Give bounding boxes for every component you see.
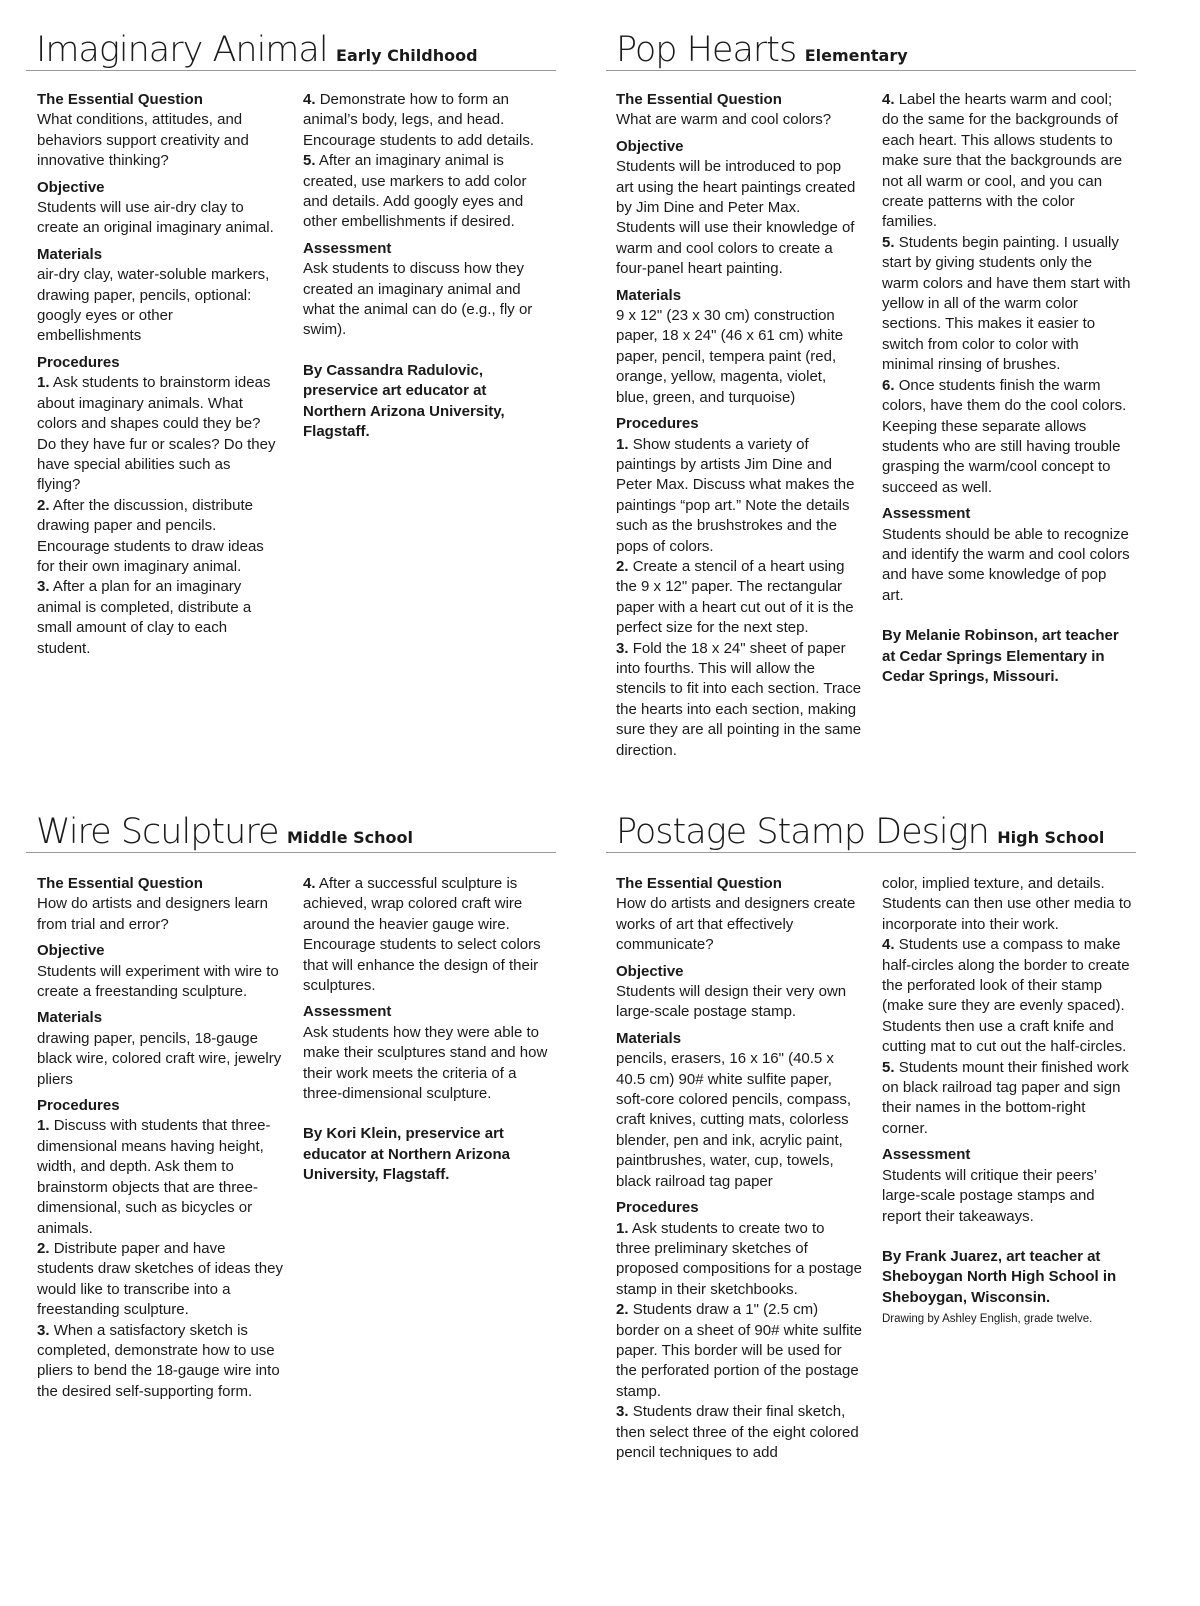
procedure-step	[616, 1300, 862, 1402]
assessment-text: Students will critique their peers’ large-scale postage stamps and report their takeaways.	[882, 1166, 1097, 1225]
lesson-title: Postage Stamp Design	[616, 812, 989, 852]
assessment-text: Students should be able to recognize and identify the warm and cool colors and have some knowledge of pop art.	[882, 525, 1130, 604]
lesson-title-row	[26, 812, 556, 853]
step-text: Students draw a 1" (2.5 cm) border on a sheet of 90# white sulfite paper. This border will be used for the perforated portion of the postage stamp.	[616, 1301, 862, 1400]
lesson-wire-sculpture	[26, 812, 556, 1492]
step-number: 5.	[882, 233, 895, 251]
step-number: 2.	[37, 496, 50, 514]
step-number: 4.	[882, 91, 895, 108]
lesson-column-left	[616, 874, 862, 1463]
step-text: Ask students to brainstorm ideas about imaginary animals. What colors and shapes could they be? Do they have fur or scales? Do they have special abilities such as flying?	[37, 374, 276, 494]
step-number: 2.	[616, 1301, 629, 1319]
lesson-postage-stamp-design	[606, 812, 1136, 1512]
step-number: 6.	[882, 376, 895, 394]
step-text: Fold the 18 x 24" sheet of paper into fourths. This will allow the stencils to fit into each section. Trace the hearts into each section, making sure they are all pointing in the same direction.	[616, 639, 862, 759]
grade-level-label: Middle School	[286, 828, 414, 847]
step-number: 1.	[37, 1117, 50, 1135]
objective-heading: Objective	[37, 178, 105, 196]
procedure-step	[37, 373, 277, 495]
grade-level-label: Early Childhood	[336, 46, 478, 65]
procedure-step	[882, 90, 1132, 233]
step-text: Distribute paper and have students draw sketches of ideas they would like to transcribe into a freestanding sculpture.	[37, 1239, 283, 1319]
step-number: 3.	[616, 639, 629, 657]
author-byline: By Cassandra Radulovic, preservice art educator at Northern Arizona University, Flagstaff.	[303, 361, 505, 441]
objective-text: Students will experiment with wire to create a freestanding sculpture.	[37, 962, 279, 1001]
step-text: After the discussion, distribute drawing paper and pencils. Encourage students to draw ideas for their own imaginary animal.	[37, 496, 264, 575]
materials-heading: Materials	[616, 286, 682, 304]
step-text: Students mount their finished work on black railroad tag paper and sign their names in the bottom-right corner.	[882, 1058, 1129, 1137]
procedure-step	[616, 557, 862, 639]
step-number: 2.	[37, 1239, 50, 1257]
assessment-text: Ask students how they were able to make their sculptures stand and how their work meets the criteria of a three-dimensional sculpture.	[303, 1023, 548, 1103]
materials-heading: Materials	[37, 1009, 103, 1027]
procedures-heading: Procedures	[37, 1097, 120, 1115]
step-number: 2.	[616, 557, 629, 575]
objective-heading: Objective	[37, 942, 105, 960]
author-byline: By Melanie Robinson, art teacher at Cedar Springs Elementary in Cedar Springs, Missouri.	[882, 627, 1119, 685]
objective-heading: Objective	[616, 962, 684, 980]
procedures-heading: Procedures	[37, 353, 120, 371]
assessment-heading: Assessment	[303, 1003, 392, 1021]
step-text: After a plan for an imaginary animal is completed, distribute a small amount of clay to each student.	[37, 578, 252, 657]
step-text: Students use a compass to make half-circles along the border to create the perforated look of their stamp (make sure they are evenly spaced). Students then use a craft knife and cutting mat to cut out the half-circles.	[882, 936, 1130, 1056]
step-number: 1.	[616, 435, 629, 453]
objective-heading: Objective	[616, 137, 684, 155]
essential-question-heading: The Essential Question	[616, 91, 782, 108]
procedure-step	[882, 935, 1132, 1057]
step-text: Show students a variety of paintings by artists Jim Dine and Peter Max. Discuss what makes the paintings “pop art.” Note the details such as the brushstrokes and the pops of colors.	[616, 435, 855, 555]
step-number: 5.	[882, 1058, 895, 1076]
procedure-step	[303, 90, 551, 151]
lesson-title-row	[606, 812, 1136, 853]
procedure-step	[616, 1402, 862, 1463]
procedures-heading: Procedures	[616, 1199, 699, 1217]
essential-question-heading: The Essential Question	[37, 875, 203, 892]
procedure-step	[303, 151, 551, 233]
materials-text: pencils, erasers, 16 x 16" (40.5 x 40.5 cm) 90# white sulfite paper, soft-core colored pencils, compass, craft knives, cutting mats, colorless blender, pen and ink, acrylic paint, paintbrushes, water, cup, towels, black railroad tag paper	[616, 1050, 852, 1190]
lesson-title: Imaginary Animal	[36, 30, 328, 70]
lesson-column-left	[616, 90, 862, 761]
essential-question-heading: The Essential Question	[616, 875, 782, 892]
procedure-step	[616, 639, 862, 761]
lesson-column-left	[37, 90, 277, 659]
materials-heading: Materials	[616, 1029, 682, 1047]
procedure-step	[616, 435, 862, 557]
procedures-heading: Procedures	[616, 415, 699, 433]
lesson-imaginary-animal	[26, 30, 556, 710]
assessment-heading: Assessment	[882, 505, 971, 523]
step-text: Students draw their final sketch, then select three of the eight colored pencil techniques to add	[616, 1403, 859, 1461]
assessment-heading: Assessment	[303, 239, 392, 257]
lesson-column-left	[37, 874, 283, 1402]
procedure-step	[616, 1219, 862, 1301]
step-text: After a successful sculpture is achieved, wrap colored craft wire around the heavier gauge wire. Encourage students to select colors that will enhance the design of their sculptures.	[303, 875, 541, 995]
essential-question-text: How do artists and designers learn from trial and error?	[37, 895, 268, 933]
assessment-text: Ask students to discuss how they created an imaginary animal and what the animal can do (e.g., fly or swim).	[303, 260, 533, 339]
procedure-step	[37, 1321, 283, 1403]
objective-text: Students will design their very own large-scale postage stamp.	[616, 983, 847, 1021]
grade-level-label: High School	[997, 828, 1105, 847]
step-number: 4.	[882, 936, 895, 954]
image-credit: Drawing by Ashley English, grade twelve.	[882, 1313, 1093, 1326]
essential-question-text: How do artists and designers create works of art that effectively communicate?	[616, 895, 856, 954]
materials-heading: Materials	[37, 245, 103, 263]
step-number: 4.	[303, 875, 316, 892]
step-number: 3.	[616, 1403, 629, 1421]
essential-question-text: What are warm and cool colors?	[616, 111, 832, 129]
procedure-step	[37, 1116, 283, 1238]
materials-text: 9 x 12" (23 x 30 cm) construction paper, 18 x 24" (46 x 61 cm) white paper, pencil, tempera paint (red, orange, yellow, magenta, violet, blue, green, and turquoise)	[616, 307, 844, 406]
step-text: Create a stencil of a heart using the 9 x 12" paper. The rectangular paper with a heart cut out of it is the perfect size for the next step.	[616, 557, 854, 637]
step-text: Demonstrate how to form an animal’s body, legs, and head. Encourage students to add details.	[303, 91, 534, 149]
objective-text: Students will use air-dry clay to create an original imaginary animal.	[37, 199, 274, 237]
step-text: Discuss with students that three-dimensional means having height, width, and depth. Ask them to brainstorm objects that are three-dimensional, such as bicycles or animals.	[37, 1117, 271, 1237]
objective-text: Students will be introduced to pop art using the heart paintings created by Jim Dine and Peter Max. Students will use their knowledge of warm and cool colors to create a four-panel heart painting.	[616, 158, 856, 278]
step-text: Label the hearts warm and cool; do the same for the backgrounds of each heart. This allows students to make sure that the backgrounds are not all warm or cool, and you can create patterns with the color families.	[882, 91, 1123, 231]
lesson-title: Wire Sculpture	[36, 812, 279, 852]
procedure-step	[882, 376, 1132, 498]
step-text: After an imaginary animal is created, use markers to add color and details. Add googly eyes and other embellishments if desired.	[303, 152, 527, 231]
lesson-pop-hearts	[606, 30, 1136, 780]
step-number: 3.	[37, 578, 50, 596]
procedure-step	[303, 874, 553, 996]
lesson-title: Pop Hearts	[616, 30, 797, 70]
step-number: 1.	[616, 1219, 629, 1237]
step-number: 4.	[303, 91, 316, 108]
step-number: 1.	[37, 374, 50, 392]
procedure-step	[37, 1239, 283, 1321]
step-text: When a satisfactory sketch is completed, demonstrate how to use pliers to bend the 18-gauge wire into the desired self-supporting form.	[37, 1321, 280, 1400]
lesson-column-right	[882, 90, 1132, 687]
essential-question-heading: The Essential Question	[37, 91, 203, 108]
grade-level-label: Elementary	[804, 46, 908, 65]
materials-text: drawing paper, pencils, 18-gauge black wire, colored craft wire, jewelry pliers	[37, 1029, 282, 1088]
lesson-title-row	[26, 30, 556, 71]
lesson-column-right	[303, 874, 553, 1186]
procedure-step	[882, 1058, 1132, 1140]
lesson-column-right	[882, 874, 1132, 1328]
materials-text: air-dry clay, water-soluble markers, drawing paper, pencils, optional: googly eyes or other embellishments	[37, 266, 270, 345]
step-number: 3.	[37, 1321, 50, 1339]
lesson-column-right	[303, 90, 551, 443]
essential-question-text: What conditions, attitudes, and behaviors support creativity and innovative thinking?	[37, 111, 249, 170]
step-text: color, implied texture, and details. Students can then use other media to incorporate into their work.	[882, 875, 1132, 933]
procedure-step-continued	[882, 874, 1132, 935]
assessment-heading: Assessment	[882, 1146, 971, 1164]
author-byline: By Kori Klein, preservice art educator at Northern Arizona University, Flagstaff.	[303, 1125, 510, 1184]
procedure-step	[882, 233, 1132, 376]
step-number: 5.	[303, 152, 316, 170]
author-byline: By Frank Juarez, art teacher at Sheboygan North High School in Sheboygan, Wisconsin.	[882, 1247, 1117, 1306]
procedure-step	[37, 496, 277, 578]
step-text: Students begin painting. I usually start by giving students only the warm colors and have them start with yellow in all of the warm color sections. This makes it easier to switch from color to color with minimal rinsing of brushes.	[882, 233, 1131, 374]
procedure-step	[37, 577, 277, 659]
lesson-title-row	[606, 30, 1136, 71]
step-text: Ask students to create two to three preliminary sketches of proposed compositions for a postage stamp in their sketchbooks.	[616, 1219, 862, 1298]
step-text: Once students finish the warm colors, have them do the cool colors. Keeping these separate allows students who are still having trouble grasping the warm/cool concept to succeed as well.	[882, 376, 1127, 496]
